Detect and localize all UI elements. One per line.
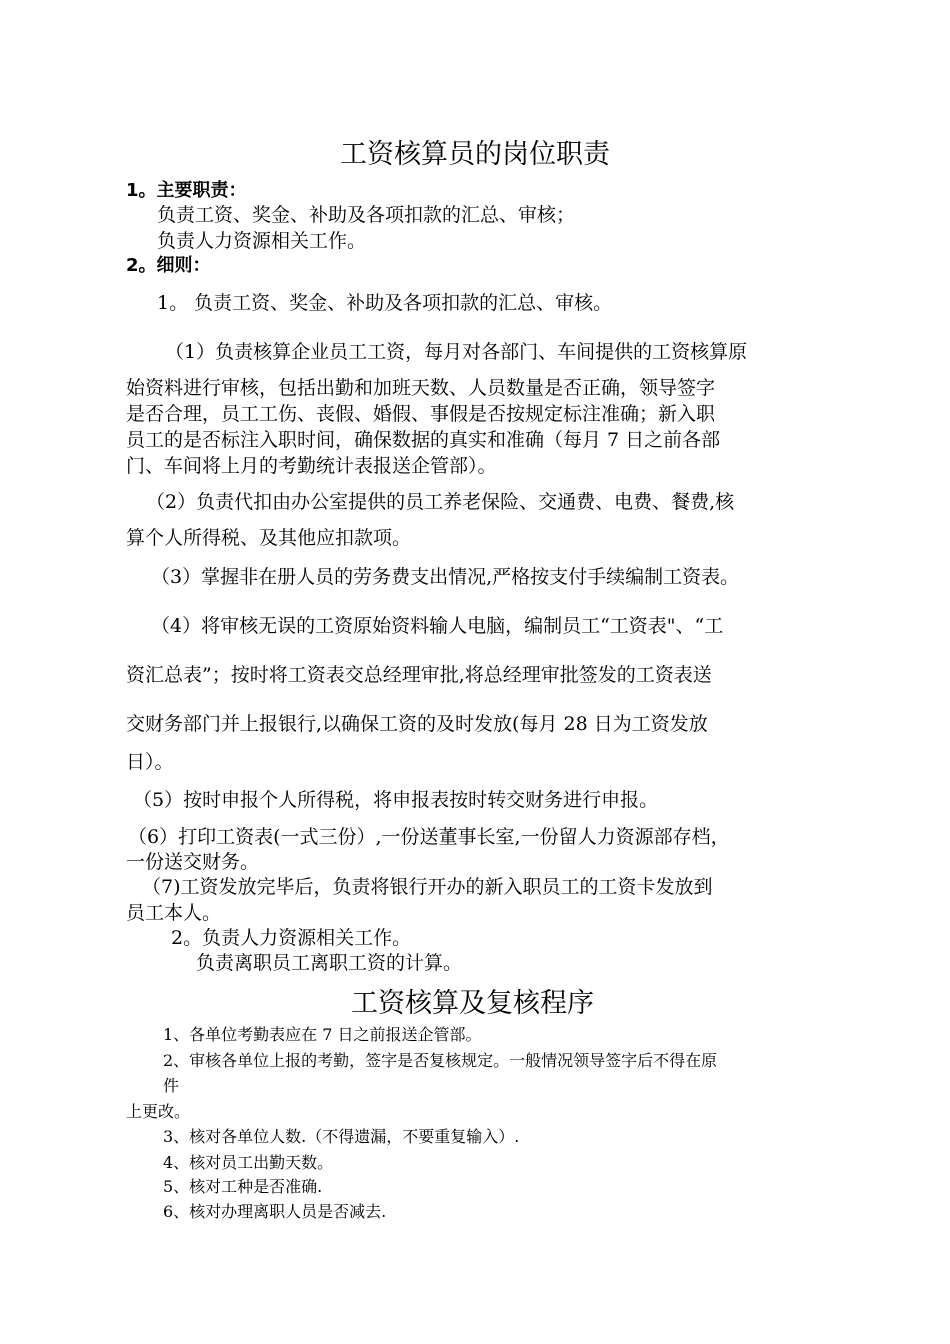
paragraph-line: 日）。 xyxy=(126,751,174,773)
paragraph-line: 负责离职员工离职工资的计算。 xyxy=(196,952,463,974)
item-heading: 1。 负责工资、奖金、补助及各项扣款的汇总、审核。 xyxy=(157,292,613,314)
paragraph-line: （2）负责代扣由办公室提供的员工养老保险、交通费、电费、餐费,核 xyxy=(146,491,735,513)
procedure-step: 5、核对工种是否准确. xyxy=(163,1177,323,1196)
paragraph-line: （3）掌握非在册人员的劳务费支出情况,严格按支付手续编制工资表。 xyxy=(151,566,740,588)
page-title: 工资核算员的岗位职责 xyxy=(340,139,610,170)
paragraph-line: 始资料进行审核，包括出勤和加班天数、人员数量是否正确，领导签字 xyxy=(126,377,716,399)
section-heading-details: 2。细则： xyxy=(126,255,211,276)
paragraph-line: 算个人所得税、及其他应扣款项。 xyxy=(126,527,412,549)
duty-line: 负责人力资源相关工作。 xyxy=(157,230,367,252)
paragraph-line: 一份送交财务。 xyxy=(126,851,260,873)
item-heading: 2。负责人力资源相关工作。 xyxy=(171,927,412,949)
paragraph-line: 门、车间将上月的考勤统计表报送企管部）。 xyxy=(126,455,497,477)
procedure-step: 3、核对各单位人数.（不得遗漏，不要重复输入）. xyxy=(163,1127,520,1146)
section-heading-main-duties: 1。主要职责： xyxy=(126,180,247,201)
paragraph-line: （7)工资发放完毕后，负责将银行开办的新入职员工的工资卡发放到 xyxy=(142,876,713,898)
paragraph-line: （1）负责核算企业员工工资，每月对各部门、车间提供的工资核算原 xyxy=(165,341,748,363)
paragraph-line: （5）按时申报个人所得税，将申报表按时转交财务进行申报。 xyxy=(133,789,659,811)
paragraph-line: 资汇总表”；按时将工资表交总经理审批,将总经理审批签发的工资表送 xyxy=(126,664,712,686)
duty-line: 负责工资、奖金、补助及各项扣款的汇总、审核； xyxy=(157,204,576,226)
paragraph-line: 员工本人。 xyxy=(126,902,222,924)
procedure-step: 4、核对员工出勤天数。 xyxy=(163,1153,334,1172)
paragraph-line: 是否合理，员工工伤、丧假、婚假、事假是否按规定标注准确；新入职 xyxy=(126,403,716,425)
paragraph-line: 员工的是否标注入职时间，确保数据的真实和准确（每月 7 日之前各部 xyxy=(126,429,721,451)
paragraph-line: 交财务部门并上报银行,以确保工资的及时发放(每月 28 日为工资发放 xyxy=(126,713,708,735)
procedure-step: 6、核对办理离职人员是否减去. xyxy=(163,1202,387,1221)
procedure-step: 2、审核各单位上报的考勤，签字是否复核规定。一般情况领导签字后不得在原 xyxy=(163,1051,718,1070)
section-title-procedure: 工资核算及复核程序 xyxy=(351,988,594,1019)
paragraph-line: （6）打印工资表(一式三份）,一份送董事长室,一份留人力资源部存档， xyxy=(128,826,730,848)
paragraph-line: （4）将审核无误的工资原始资料输人电脑，编制员工“工资表"、“工 xyxy=(151,615,724,637)
procedure-step: 上更改。 xyxy=(126,1102,191,1121)
procedure-step: 1、各单位考勤表应在 7 日之前报送企管部。 xyxy=(163,1025,482,1044)
procedure-step: 件 xyxy=(163,1076,180,1095)
